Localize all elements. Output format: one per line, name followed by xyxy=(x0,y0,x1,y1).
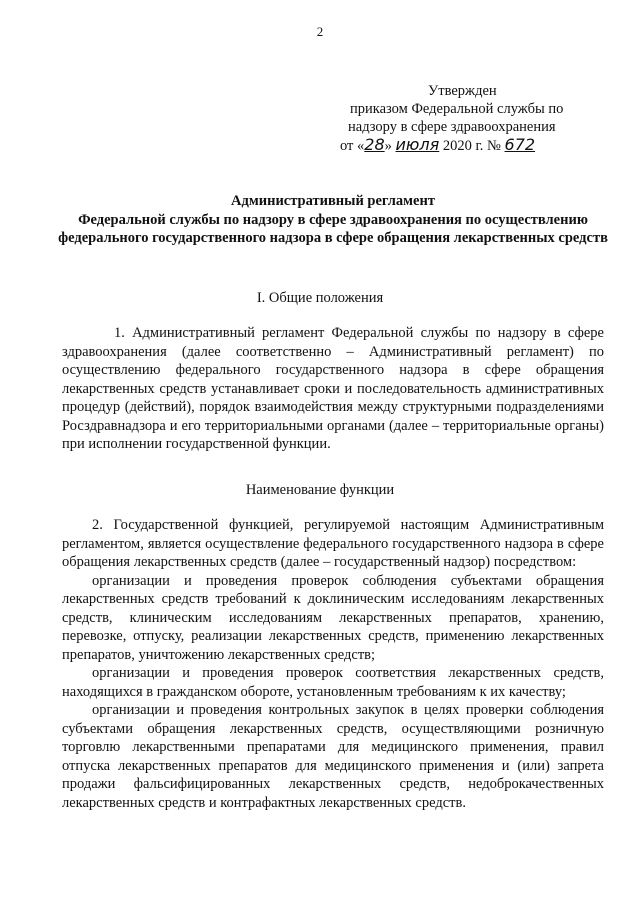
handwritten-day: 28 xyxy=(364,135,385,154)
list-item: организации и проведения проверок соответствия лекарственных средств, находящихся в гражданском обороте, установленным требованиям к их качеству; xyxy=(62,665,604,700)
approved-label: Утвержден xyxy=(428,83,497,99)
approval-order-line: приказом Федеральной службы по xyxy=(350,101,564,117)
approval-stamp xyxy=(340,82,610,155)
section-heading-function-name: Наименование функции xyxy=(245,482,395,498)
list-item: организации и проведения проверок соблюдения субъектами обращения лекарственных средств требований к доклиническим исследованиям лекарственных средств, клиническим исследованиям лекарственных препаратов, хранению, перевозке, отпуску, реализации лекарственных средств, применению лекарственных препаратов, уничтожению лекарственных средств; xyxy=(62,572,604,663)
list-item: организации и проведения контрольных закупок в целях проверки соблюдения субъектами обращения лекарственных средств, осуществляющими розничную торговлю лекарственными препаратами для медицинского применения, правил отпуска лекарственных препаратов для медицинского применения и (или) запрета продажи фальсифицированных лекарственных средств, недоброкачественных лекарственных средств и контрафактных лекарственных средств. xyxy=(62,702,604,811)
paragraph-2-text: 2. Государственной функцией, регулируемой настоящим Административным регламентом, является осуществление федерального государственного надзора в сфере обращения лекарственных средств (далее – государственный надзор) посредством: xyxy=(62,517,604,570)
page-number: 2 xyxy=(316,24,324,39)
paragraph-2 xyxy=(62,516,604,812)
paragraph-1-text: 1. Административный регламент Федеральной службы по надзору в сфере здравоохранения (далее соответственно – Административный регламент) по осуществлению федерального государственного надзора в сфере обращения лекарственных средств устанавливает сроки и последовательность административных процедур (действий), порядок взаимодействия между структурными подразделениями Росздравнадзора и его территориальными органами (далее – территориальные органы) при исполнении государственной функции. xyxy=(62,325,604,452)
date-separator: » xyxy=(384,138,396,154)
document-title xyxy=(50,192,616,248)
approval-date-line xyxy=(340,136,610,155)
date-prefix: от « xyxy=(340,138,365,154)
title-line-1: Административный регламент xyxy=(231,193,435,209)
title-line-2: Федеральной службы по надзору в сфере здравоохранения по осуществлению федерального государственного надзора в сфере обращения лекарственных средств xyxy=(58,211,608,246)
handwritten-order-number: 672 xyxy=(504,135,536,154)
handwritten-month: июля xyxy=(395,135,440,154)
paragraph-1 xyxy=(62,324,604,454)
approval-supervision-line: надзору в сфере здравоохранения xyxy=(348,119,556,135)
section-heading-general: I. Общие положения xyxy=(256,290,384,306)
date-year: 2020 г. № xyxy=(439,138,505,154)
